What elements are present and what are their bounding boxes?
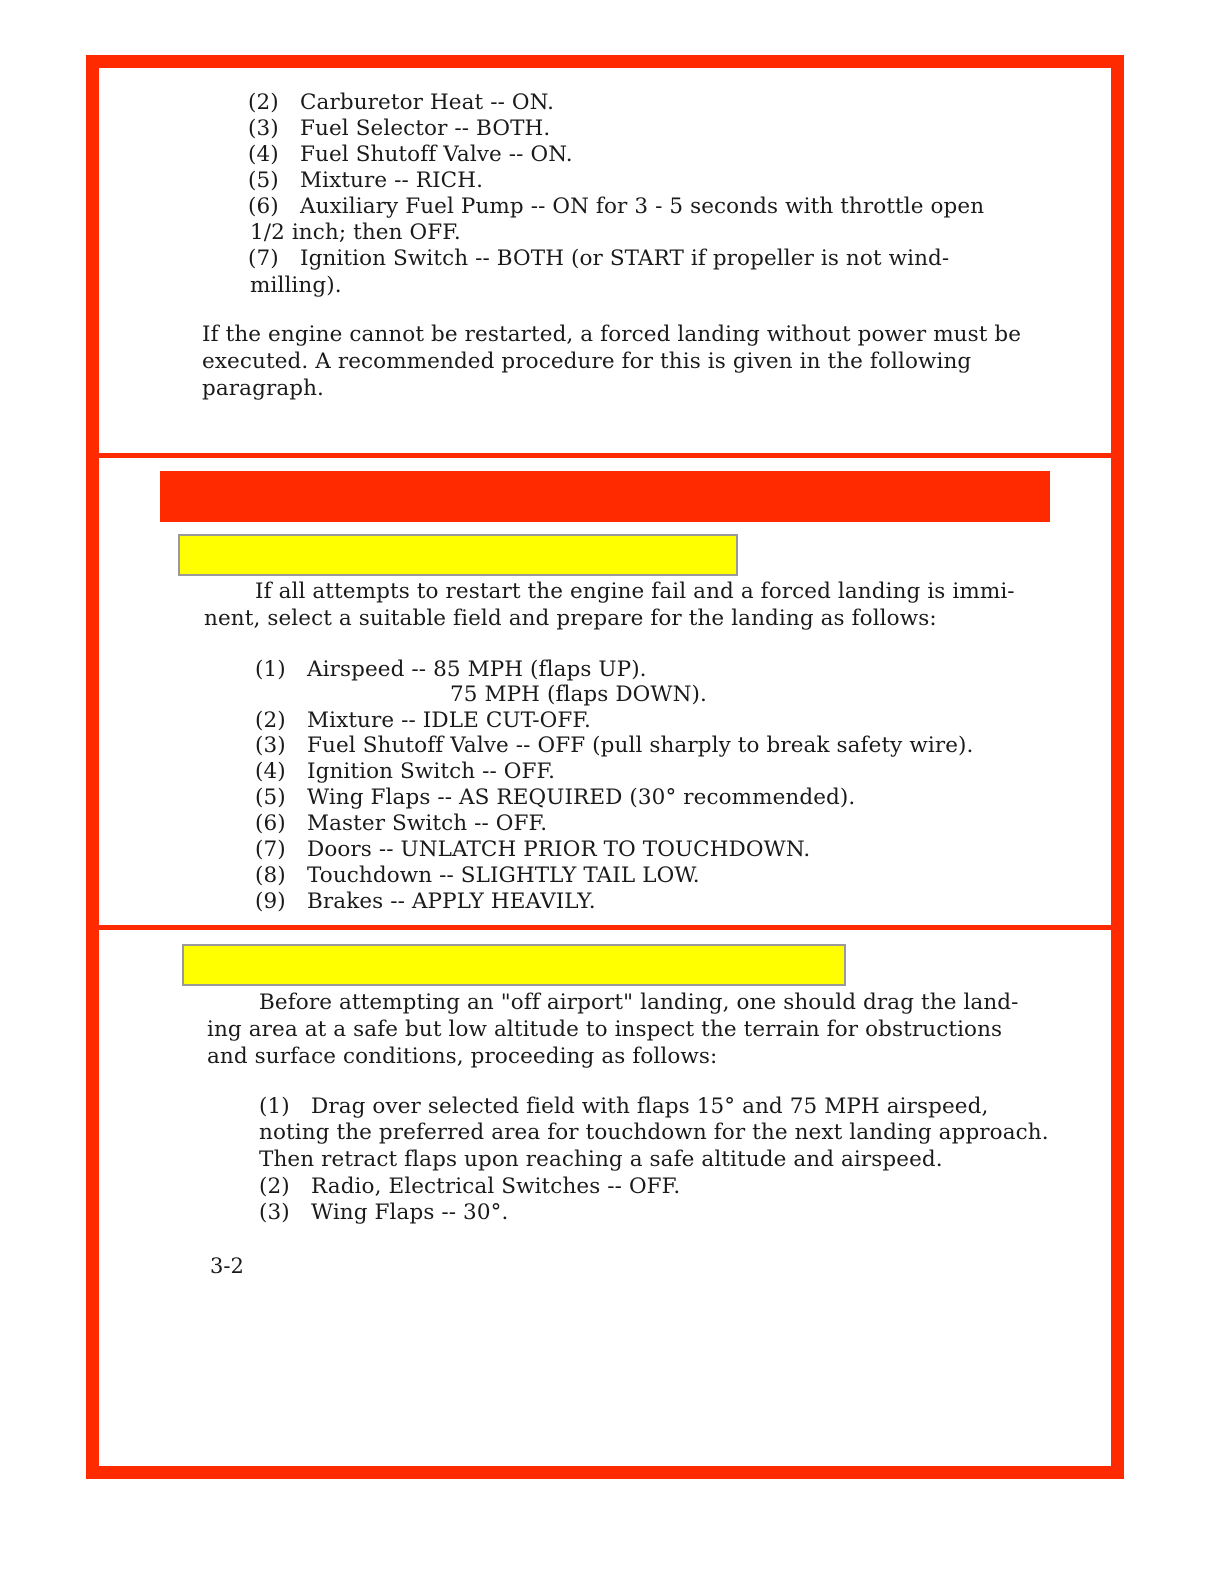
forced-landing-step: (5) Wing Flaps -- AS REQUIRED (30° recommended). [255, 785, 856, 810]
red-highlight-banner [160, 471, 1050, 522]
off-airport-step-continuation: noting the preferred area for touchdown for the next landing approach. [259, 1120, 1049, 1145]
off-airport-step: (3) Wing Flaps -- 30°. [259, 1200, 509, 1225]
forced-landing-step: (3) Fuel Shutoff Valve -- OFF (pull sharply to break safety wire). [255, 733, 974, 758]
restart-step-continuation: 1/2 inch; then OFF. [250, 220, 461, 245]
forced-landing-heading-highlight [178, 534, 738, 576]
restart-step: (4) Fuel Shutoff Valve -- ON. [248, 142, 573, 167]
section-divider-2 [86, 925, 1124, 930]
off-airport-heading-highlight [182, 944, 846, 986]
forced-landing-step: (2) Mixture -- IDLE CUT-OFF. [255, 708, 591, 733]
forced-landing-step-continuation: 75 MPH (flaps DOWN). [450, 682, 707, 707]
forced-landing-step: (8) Touchdown -- SLIGHTLY TAIL LOW. [255, 863, 700, 888]
forced-landing-intro-line: nent, select a suitable field and prepare for the landing as follows: [204, 606, 937, 631]
off-airport-intro-line: and surface conditions, proceeding as follows: [207, 1044, 718, 1069]
forced-landing-step: (6) Master Switch -- OFF. [255, 811, 548, 836]
section-divider-1 [86, 453, 1124, 458]
off-airport-intro-line: Before attempting an "off airport" landing, one should drag the land- [259, 990, 1019, 1015]
forced-landing-step: (9) Brakes -- APPLY HEAVILY. [255, 889, 596, 914]
off-airport-step: (2) Radio, Electrical Switches -- OFF. [259, 1174, 681, 1199]
restart-step: (5) Mixture -- RICH. [248, 168, 484, 193]
off-airport-step: (1) Drag over selected field with flaps 15° and 75 MPH airspeed, [259, 1094, 989, 1119]
forced-landing-intro-line: If all attempts to restart the engine fail and a forced landing is immi- [255, 579, 1015, 604]
restart-note-line: paragraph. [202, 376, 324, 401]
forced-landing-step: (4) Ignition Switch -- OFF. [255, 759, 556, 784]
restart-step: (6) Auxiliary Fuel Pump -- ON for 3 - 5 seconds with throttle open [248, 194, 985, 219]
restart-note-line: executed. A recommended procedure for this is given in the following [202, 349, 972, 374]
page-number: 3-2 [210, 1254, 244, 1278]
forced-landing-step: (7) Doors -- UNLATCH PRIOR TO TOUCHDOWN. [255, 837, 811, 862]
restart-step: (2) Carburetor Heat -- ON. [248, 90, 555, 115]
restart-step: (7) Ignition Switch -- BOTH (or START if propeller is not wind- [248, 246, 950, 271]
forced-landing-step: (1) Airspeed -- 85 MPH (flaps UP). [255, 657, 647, 682]
restart-step: (3) Fuel Selector -- BOTH. [248, 116, 551, 141]
off-airport-step-continuation: Then retract flaps upon reaching a safe altitude and airspeed. [259, 1147, 943, 1172]
restart-note-line: If the engine cannot be restarted, a forced landing without power must be [202, 322, 1022, 347]
off-airport-intro-line: ing area at a safe but low altitude to inspect the terrain for obstructions [207, 1017, 1003, 1042]
restart-step-continuation: milling). [250, 273, 342, 298]
